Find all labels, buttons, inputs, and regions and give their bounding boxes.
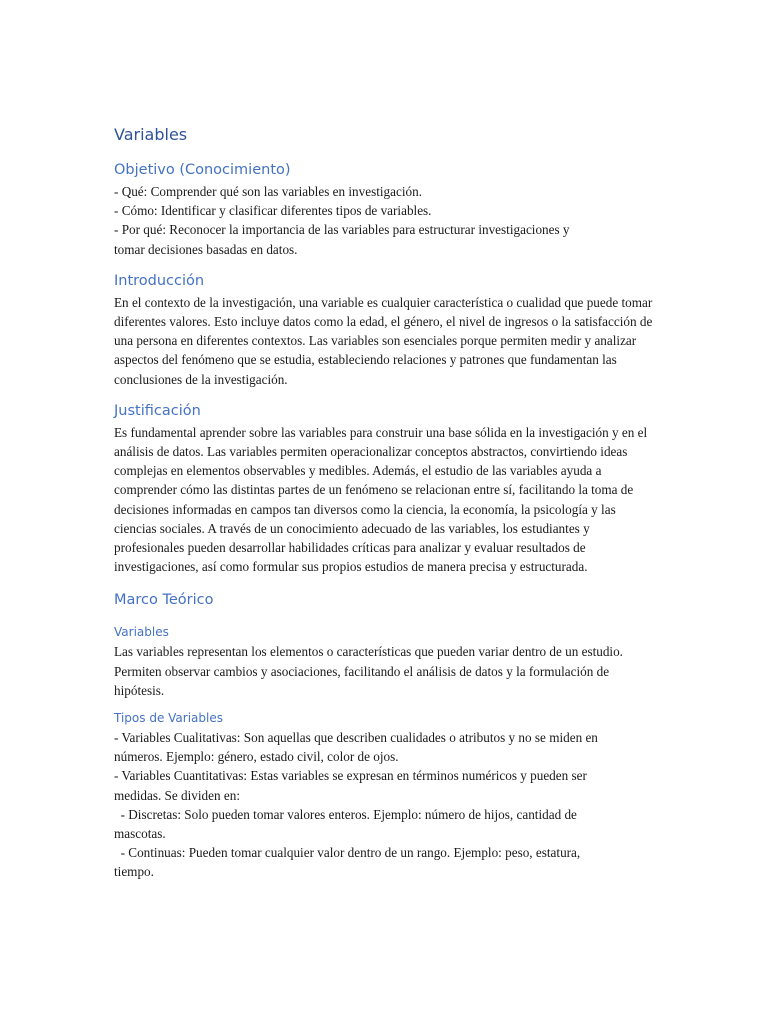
marco-heading: Marco Teórico	[114, 592, 214, 609]
subsection-variables	[114, 624, 659, 700]
justificacion-heading: Justificación	[114, 402, 201, 419]
document-content	[114, 124, 659, 882]
tipos-line: medidas. Se dividen en:	[114, 787, 240, 803]
introduccion-heading: Introducción	[114, 272, 205, 289]
tipos-line: - Variables Cuantitativas: Estas variables se expresan en términos numéricos y pueden ser	[114, 768, 587, 784]
tipos-line: - Continuas: Pueden tomar cualquier valor dentro de un rango. Ejemplo: peso, estatura,	[114, 845, 581, 861]
objetivo-line: - Qué: Comprender qué son las variables en investigación.	[114, 184, 422, 199]
tipos-subheading: Tipos de Variables	[114, 711, 223, 726]
document-title: Variables	[114, 125, 188, 144]
section-introduccion	[114, 271, 659, 389]
objetivo-line: tomar decisiones basadas en datos.	[114, 241, 298, 257]
subsection-tipos	[114, 710, 659, 882]
objetivo-line: - Por qué: Reconocer la importancia de las variables para estructurar investigaciones y	[114, 222, 570, 238]
section-marco-teorico	[114, 590, 659, 881]
tipos-list	[114, 728, 659, 882]
variables-paragraph: Las variables representan los elementos o características que pueden variar dentro de un estudio. Permiten observar cambios y asociaciones, facilitando el análisis de datos y la formulación de hipótesis.	[114, 644, 623, 698]
tipos-line: - Variables Cualitativas: Son aquellas que describen cualidades o atributos y no se miden en	[114, 730, 598, 746]
tipos-line: - Discretas: Solo pueden tomar valores enteros. Ejemplo: número de hijos, cantidad de	[114, 806, 577, 822]
justificacion-paragraph: Es fundamental aprender sobre las variables para construir una base sólida en la investigación y en el análisis de datos. Las variables permiten operacionalizar conceptos abstractos, convirtiendo ideas complejas en elementos observables y medibles. Además, el estudio de las variables ayuda a comprender cómo las distintas partes de un fenómeno se relacionan entre sí, facilitando la toma de decisiones informadas en campos tan diversos como la ciencia, la economía, la psicología y las ciencias sociales. A través de un conocimiento adecuado de las variables, los estudiantes y profesionales pueden desarrollar habilidades críticas para analizar y evaluar resultados de investigaciones, así como formular sus propios estudios de manera precisa y estructurada.	[114, 424, 648, 575]
objetivo-heading: Objetivo (Conocimiento)	[114, 162, 291, 178]
tipos-line: mascotas.	[114, 826, 166, 842]
objetivo-line: - Cómo: Identificar y clasificar diferentes tipos de variables.	[114, 203, 432, 219]
section-objetivo	[114, 160, 659, 259]
tipos-line: tiempo.	[114, 864, 154, 880]
objetivo-list	[114, 182, 659, 259]
tipos-line: números. Ejemplo: género, estado civil, color de ojos.	[114, 749, 399, 765]
section-justificacion	[114, 401, 659, 577]
variables-subheading: Variables	[114, 625, 169, 640]
introduccion-paragraph: En el contexto de la investigación, una variable es cualquier característica o cualidad que puede tomar diferentes valores. Esto incluye datos como la edad, el género, el nivel de ingresos o la satisfacción de una persona en diferentes contextos. Las variables son esenciales porque permiten medir y analizar aspectos del fenómeno que se estudia, estableciendo relaciones y patrones que fundamentan las conclusiones de la investigación.	[114, 294, 653, 387]
